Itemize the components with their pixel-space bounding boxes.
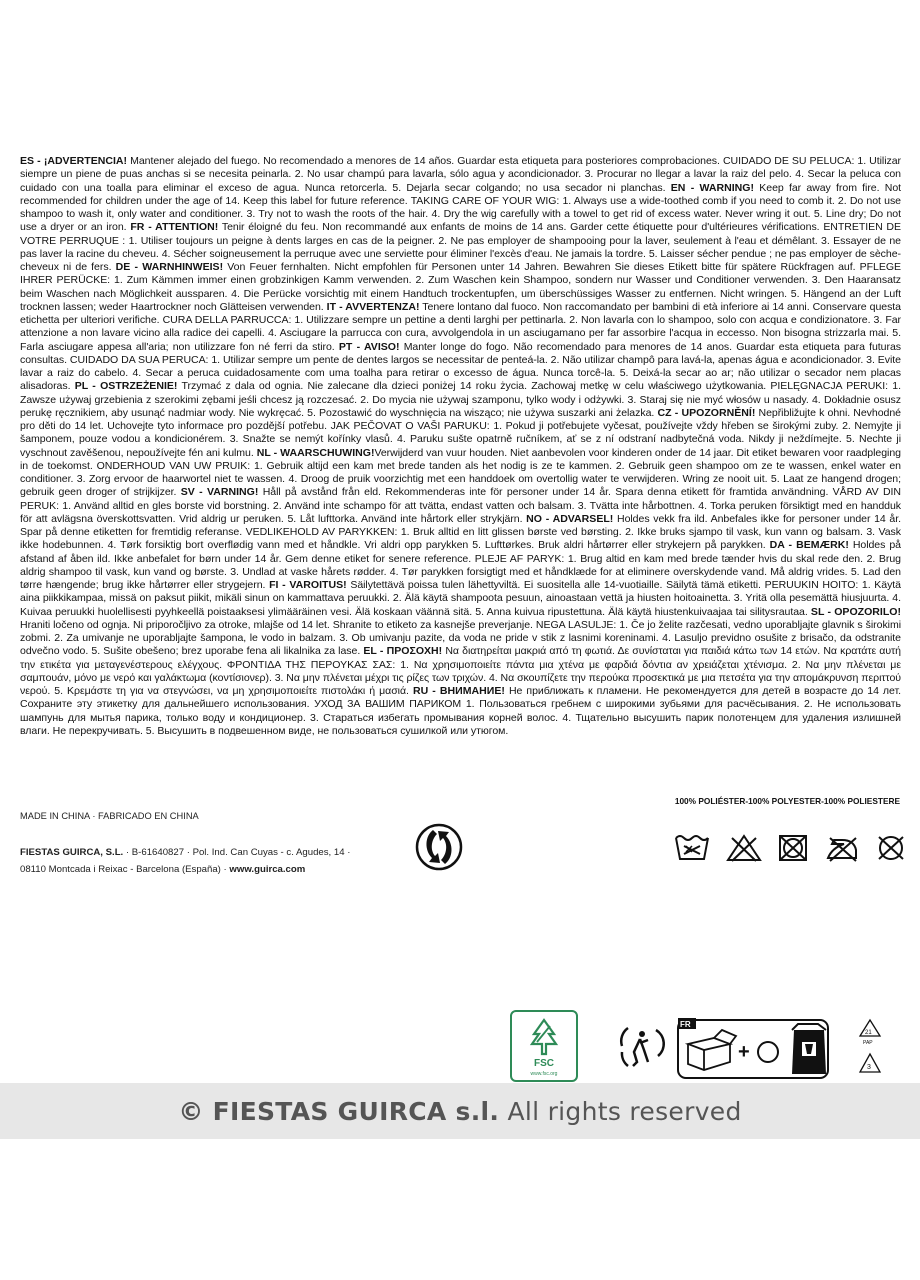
- glass-circle-icon: [758, 1042, 778, 1062]
- fsc-tree-icon: [528, 1018, 560, 1056]
- warning-heading: IT - AVVERTENZA!: [326, 300, 420, 313]
- warning-heading: PT - AVISO!: [338, 340, 400, 353]
- warning-body: Verwijderd van vuur houden. Niet aanbevolen voor kinderen onder de 14 jaar. Dit etiket bewaren voor raadpleging in de toekomst. ONDERHOUD VAN UW PRUIK: 1. Gebruik altijd een kam met brede tanden als het nodig is ze te kammen. 2. Gebruik geen shampoo om ze te wassen, enkel water en conditioner. 3. Zorg ervoor de haarwortel niet te wassen. 4. Droog de pruik voorzichtig met een handdoek om overtollig water te verwijderen. Wring ze nooit uit. 5. Laat ze hangend drogen; gebruik geen droger of strijkijzer.: [20, 446, 901, 499]
- warning-heading: EL - ΠΡΟΣΟΧΗ!: [363, 645, 443, 658]
- warning-body: Holdes vekk fra ild. Anbefales ikke for personer under 14 år. Spar på denne etiketten for fremtidig referanse. VEDLIKEHOLD AV PARYKKEN: 1. Bruk alltid en litt glissen børste ved børsting. 2. Ikke bruks sjampo til vask, kun vann og balsam. 3. Vask ikke hodebunnen. 4. Tørk forsiktig bort overflødig vann med et håndkle. Vri aldri opp parykken 5. Lufttørkes. Bruk aldri hårtørrer eller strykejern på parykken.: [20, 512, 902, 552]
- fsc-url: www.fsc.org: [530, 1071, 558, 1077]
- svg-text:PAP: PAP: [863, 1040, 873, 1046]
- no-iron-icon: [824, 834, 860, 867]
- warning-heading: FR - ATTENTION!: [130, 221, 219, 234]
- no-dry-clean-icon: [876, 834, 906, 867]
- warning-heading: DA - BEMÆRK!: [769, 539, 849, 552]
- warning-body: Von Feuer fernhalten. Nicht empfohlen für Personen unter 14 Jahren. Bewahren Sie dieses Etikett bitte für spätere Rückfragen auf. PFLEGE IHRER PERÜCKE: 1. Zum Kämmen immer einen grobzinkigen Kamm verwenden. 2. Zum Waschen kein Shampoo, sondern nur Wasser und Conditioner verwenden. 3. Den Haaransatz beim Waschen nach Möglichkeit aussparen. 4. Die Perücke vorsichtig mit einem Handtuch trockentupfen, um überschüssiges Wasser zu entfernen. Nicht wringen. 5. Hängend an der Luft trocknen lassen; weder Haartrockner noch Glätteisen verwenden.: [20, 261, 901, 313]
- warning-heading: EN - WARNING!: [670, 181, 755, 194]
- warning-body: Nepřibližujte k ohni. Nevhodné pro děti do 14 let. Uchovejte tyto informace pro pozdější potřebu. JAK PEČOVAT O VAŠI PARUKU: 1. Pokud ji potřebujete vyčesat, používejte vždy hřeben se širokými zuby. 2. Nemyjte ji šamponem, pouze vodou a kondicionérem. 3. Snažte se nemýt kořínky vlasů. 4. Paruku sušte opatrně ručníkem, ať se z ní odstraní nadbytečná voda. Nikdy ji neždímejte. 5. Nechte ji vyschnout zavěšenou, nepoužívejte fén ani kulmu.: [20, 406, 901, 459]
- company-website[interactable]: www.guirca.com: [229, 864, 306, 875]
- warning-heading: ES - ¡ADVERTENCIA!: [20, 155, 128, 167]
- warning-body: Tenere lontano dal fuoco. Non raccomandato per bambini di età inferiore ai 14 anni. Conservare questa etichetta per ulteriori verifiche. CURA DELLA PARRUCCA: 1. Utilizzare sempre un pettine a denti larghi per pettinarla. 2. Non lavarla con lo shampoo, solo con acqua e condizionatore. 3. Far attenzione a non lavare vicino alla radice dei capelli. 4. Asciugare la parrucca con cura, avvolgendola in un asciugamano per far assorbire l'acqua in eccesso. Non bisogna strizzarla mai. 5. Farla asciugare appesa all'aria; non utilizzare fon né ferri da stiro.: [20, 300, 901, 353]
- fsc-text: FSC: [534, 1058, 554, 1069]
- company-name: FIESTAS GUIRCA, S.L.: [20, 847, 124, 858]
- no-tumble-dry-icon: [778, 834, 808, 867]
- warning-body: Keep far away from fire. Not recommended for children under the age of 14. Keep this label for future reference. TAKING CARE OF YOUR WIG: 1. Always use a wide-toothed comb if you need to comb it. 2. Do not use shampoo to wash it, only water and conditioner. 3. Try not to wash the roots of the hair. 4. Dry the wig carefully with a towel to get rid of excess water. Never wring it out. 5. Line dry; Do not use a dryer or an iron.: [20, 181, 902, 234]
- company-address-2: 08110 Montcada i Reixac - Barcelona (España) ·: [20, 864, 230, 875]
- triman-icon: [621, 1028, 664, 1066]
- company-info: [20, 844, 400, 878]
- warning-body: Manter longe do fogo. Não recomendado para menores de 14 anos. Guardar esta etiqueta para futuras consultas. CUIDADO DA SUA PERUCA: 1. Utilizar sempre um pente de dentes largos se necessitar de penteá-la. 2. Não utilizar champô para lavá-la, apenas água e acondicionador. 3. Evite lavar a raiz do cabelo. 4. Secar a peruca cuidadosamente com uma toalha para retirar o excesso de água. Nunca torcê-la. 5. Deixá-la secar ao ar; não utilizar o secador nem placas alisadoras.: [20, 340, 901, 393]
- warning-heading: CZ - UPOZORNĚNÍ!: [657, 406, 756, 419]
- svg-text:3: 3: [867, 1064, 871, 1071]
- warning-body: Säilytettävä poissa tulen lähettyviltä. Ei suositella alle 14-vuotiaille. Säilytä tämä etiketti. PERUUKIN HOITO: 1. Käytä aina piikkikampaa, missä on paksut piikit, mikäli sinun on kammattava peruukki. 2. Älä käytä shampoota pesuun, ainoastaan vettä ja hiusten hoitoainetta. 3. Yritä olla pesemättä hiusjuurta. 4. Kuivaa peruukki huolellisesti pyyhkeellä poistaaksesi ylimääräinen vesi. Älä koskaan väännä sitä. 5. Anna kuivua ripustettuna. Älä käytä hiustenkuivaajaa tai silitysrautaa.: [20, 579, 901, 618]
- warning-label-text: [20, 155, 901, 738]
- recycling-info: [618, 1016, 892, 1087]
- warning-heading: SV - VARNING!: [180, 486, 259, 499]
- warning-body: Håll på avstånd från eld. Rekommenderas inte för personer under 14 år. Spara denna etikett för framtida användning. VÅRD AV DIN PERUK: 1. Använd alltid en gles borste vid borstning. 2. Använd inte schampo för att tvätta, endast vatten och balsam. 3. Tvätta inte hårbottnen. 4. Torka peruken försiktigt med en handduk för att avlägsna överskottsvatten. Vrid aldrig ur peruken. 5. Låt lufttorka. Använd inte hårtork eller strykjärn.: [20, 486, 901, 525]
- made-in-text: MADE IN CHINA · FABRICADO EN CHINA: [20, 811, 199, 821]
- warning-heading: FI - VAROITUS!: [269, 579, 347, 591]
- no-bleach-icon: [726, 834, 762, 867]
- footer-brand: © FIESTAS GUIRCA s.l.: [178, 1097, 500, 1126]
- warning-heading: RU - ВНИМАНИЕ!: [412, 685, 505, 697]
- warning-body: Trzymać z dala od ognia. Nie zalecane dla dzieci poniżej 14 roku życia. Zachowaj metkę w celu właściwego użytkowania. PIELĘGNACJA PERUKI: 1. Zawsze używaj grzebienia z szerokimi zębami jeśli chcesz ją rozczesać. 2. Do mycia nie używaj szamponu, tylko wody i odżywki. 3. Staraj się nie myć włosów u nasady. 4. Dokładnie osusz perukę ręcznikiem, aby usunąć nadmiar wody. Nie wykręcać. 5. Pozostawić do wyschnięcia na wisząco; nie używa suszarki ani żelazka.: [20, 380, 901, 419]
- pap21-icon: [860, 1020, 880, 1072]
- hand-wash-icon: [674, 834, 710, 867]
- triman-country: FR: [680, 1020, 691, 1029]
- warning-body: Holdes på afstand af åben ild. Ikke anbefalet for børn under 14 år. Gem denne etiket for senere reference. PLEJE AF PARYK: 1. Brug altid en kam med brede tænder hvis du skal rede den. 2. Brug aldrig shampoo til vask, kun vand og børste. 3. Undlad at vaske hårets rødder. 4. Tør parykken forsigtigt med et håndklæde for at eliminere overskydende vand. Må aldrig vrides. 5. Lad den tørre hængende; brug ikke hårtørrer eller strygejern.: [20, 539, 901, 591]
- svg-text:21: 21: [865, 1030, 872, 1036]
- copyright-footer: [0, 1083, 920, 1139]
- recycling-bin-icon: [792, 1024, 826, 1074]
- warning-heading: DE - WARNHINWEIS!: [115, 261, 224, 273]
- footer-rights: All rights reserved: [499, 1097, 742, 1126]
- paper-box-icon: [688, 1030, 736, 1070]
- care-symbols: [674, 834, 906, 867]
- company-address-1: · B-61640827 · Pol. Ind. Can Cuyas - c. Agudes, 14 ·: [123, 847, 351, 858]
- recycle-icon: [415, 822, 463, 877]
- warning-heading: SL - OPOZORILO!: [810, 605, 902, 618]
- warning-body: Tenir éloigné du feu. Non recommandé aux enfants de moins de 14 ans. Garder cette étiquette pour d'ultérieures vérifications. ENTRETIEN DE VOTRE PERRUQUE : 1. Utiliser toujours un peigne à dents larges en cas de la peigner. 2. Ne pas employer de shampooing pour la laver, seulement à l'eau et démêlant. 3. Essayer de ne pas laver la racine du cheveu. 4. Sécher soigneusement la perruque avec une serviette pour éliminer l'excès d'eau. Ne jamais la tordre. 5. Laisser sécher pendue ; ne pas employer de sèche-cheveux ni de fers.: [20, 221, 901, 273]
- warning-body: Mantener alejado del fuego. No recomendado a menores de 14 años. Guardar esta etiqueta para posteriores comprobaciones. CUIDADO DE SU PELUCA: 1. Utilizar siempre un piene de puas anchas si se necesita peinarla. 2. No usar champú para lavarla, sólo agua y acondicionador. 3. Procurar no llegar a lavar la raiz del pelo. 4. Secar la peluca con cuidado con una toalla para eliminar el exceso de agua. Nunca retorcerla. 5. Dejarla secar colgando; no usa secador ni planchas.: [20, 155, 901, 194]
- plus-sign: +: [738, 1041, 750, 1063]
- warning-body: Να διατηρείται μακριά από τη φωτιά. Δε συνίσταται για παιδιά κάτω των 14 ετών. Να κρατάτε αυτή την ετικέτα για μεταγενέστερους ελέγχους. ΦΡΟΝΤΙΔΑ ΤΗΣ ΠΕΡΟΥΚΑΣ ΣΑΣ: 1. Να χρησιμοποιείτε πάντα μια χτένα με φαρδιά δόντια αν χρειάζεται χτένισμα. 2. Να μην πλένεται με σαμπουάν, μόνο με νερό και γαλάκτωμα (κοντίσιονερ). 3. Να μην πλένεται μέχρι τις ρίζες των τριχών. 4. Να σκουπίζετε την περούκα προσεκτικά με μια πετσέτα για την απομάκρυνση περιττού νερού. 5. Κρεμάστε τη για να στεγνώσει, να μη χρησιμοποιείτε πιστολάκι ή μασιά.: [20, 645, 901, 697]
- warning-heading: PL - OSTRZEŻENIE!: [74, 380, 178, 393]
- warning-body: Не приближать к пламени. Не рекомендуется для детей в возрасте до 14 лет. Сохраните эту этикетку для дальнейшего использования. УХОД ЗА ВАШИМ ПАРИКОМ 1. Пользоваться гребнем с широкими зубьями для расчёсывания. 2. Не использовать шампунь для мытья парика, только воду и кондиционер. 3. Стараться избегать промывания корней волос. 4. Тщательно высушить парик полотенцем для удаления излишней влаги. Не перекручивать. 5. Высушить в подвешенном виде, не пользоваться сушилкой или утюгом.: [20, 685, 901, 737]
- fsc-logo: [510, 1010, 578, 1082]
- warning-heading: NO - ADVARSEL!: [526, 512, 614, 525]
- warning-heading: NL - WAARSCHUWING!: [256, 446, 375, 459]
- composition-text: 100% POLIÉSTER-100% POLYESTER-100% POLIESTERE: [674, 796, 900, 806]
- warning-body: Hraniti ločeno od ognja. Ni priporočljivo za otroke, mlajše od 14 let. Shranite to etiketo za kasnejše preverjanje. NEGA LASULJE: 1. Če jo želite razčesati, vedno uporabljajte glavnik s širokimi zobmi. 2. Za umivanje ne uporabljajte šampona, le vodo in balzam. 3. Ob umivanju pazite, da voda ne pride v stik z lasnimi koreninami. 4. Lasuljo previdno osušite z brisačo, da odstranite odvečno vodo. 5. Sušite obešeno; brez uporabe fena ali likalnika za lase.: [20, 618, 901, 658]
